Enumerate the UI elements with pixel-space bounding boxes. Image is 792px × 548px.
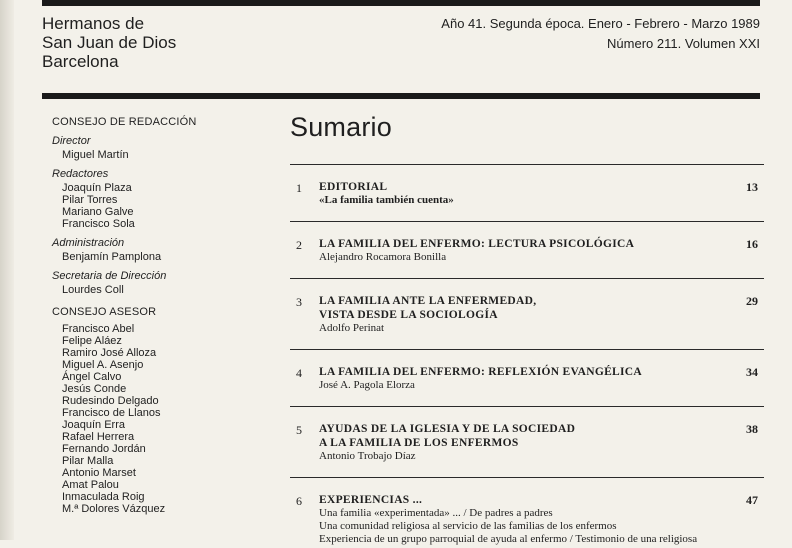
page-spine-shadow bbox=[0, 0, 14, 540]
entry-title-line: LA FAMILIA DEL ENFERMO: LECTURA PSICOLÓGICA bbox=[319, 238, 635, 250]
staff-name: Francisco Sola bbox=[62, 218, 135, 230]
entry-title bbox=[319, 279, 764, 322]
staff-name: Joaquín Erra bbox=[62, 419, 125, 431]
staff-name: Jesús Conde bbox=[62, 383, 127, 395]
entry-page: 47 bbox=[746, 493, 758, 507]
entry-title-line: AYUDAS DE LA IGLESIA Y DE LA SOCIEDAD bbox=[319, 423, 576, 435]
entry-title bbox=[319, 165, 764, 194]
entry-number: 2 bbox=[296, 238, 302, 252]
director-list bbox=[52, 149, 272, 161]
staff-column bbox=[52, 116, 272, 515]
publisher-line: San Juan de Dios bbox=[42, 33, 177, 52]
entry-title bbox=[319, 407, 764, 450]
entry-title bbox=[319, 478, 764, 507]
entry-title bbox=[319, 350, 764, 379]
toc-entry[interactable] bbox=[290, 164, 764, 221]
staff-name: Benjamín Pamplona bbox=[62, 251, 162, 263]
entry-author bbox=[319, 251, 764, 264]
staff-name: Lourdes Coll bbox=[62, 284, 124, 296]
staff-name: Francisco Abel bbox=[62, 323, 135, 335]
redactores-list bbox=[52, 182, 272, 230]
entry-author bbox=[319, 507, 764, 546]
entry-author-line: Una familia «experimentada» ... / De padres a padres bbox=[319, 507, 553, 519]
administracion-list bbox=[52, 251, 272, 263]
entry-number: 1 bbox=[296, 181, 302, 195]
redactores-label: Redactores bbox=[52, 168, 109, 180]
staff-name: Miguel Martín bbox=[62, 149, 129, 161]
entry-title-line: VISTA DESDE LA SOCIOLOGÍA bbox=[319, 309, 498, 321]
entry-page: 34 bbox=[746, 365, 758, 379]
secretaria-label: Secretaria de Dirección bbox=[52, 270, 167, 282]
staff-name: Amat Palou bbox=[62, 479, 119, 491]
issue-number: Número 211. Volumen XXI bbox=[607, 36, 760, 51]
entry-author-line: Antonio Trobajo Díaz bbox=[319, 450, 416, 462]
staff-name: Rudesindo Delgado bbox=[62, 395, 159, 407]
entry-title-line: LA FAMILIA ANTE LA ENFERMEDAD, bbox=[319, 295, 537, 307]
toc-entry[interactable] bbox=[290, 477, 764, 548]
entry-author-line: José A. Pagola Elorza bbox=[319, 379, 415, 391]
consejo-redaccion-heading: CONSEJO DE REDACCIÓN bbox=[52, 116, 197, 128]
entry-author bbox=[319, 450, 764, 463]
entry-title-line: EDITORIAL bbox=[319, 181, 388, 193]
staff-name: Ramiro José Alloza bbox=[62, 347, 157, 359]
toc-entry[interactable] bbox=[290, 406, 764, 477]
toc-entry[interactable] bbox=[290, 349, 764, 406]
staff-name: Fernando Jordán bbox=[62, 443, 146, 455]
entry-number: 3 bbox=[296, 295, 302, 309]
entry-page: 29 bbox=[746, 294, 758, 308]
staff-name: Mariano Galve bbox=[62, 206, 134, 218]
staff-name: Felipe Aláez bbox=[62, 335, 122, 347]
staff-name: Pilar Malla bbox=[62, 455, 114, 467]
entry-page: 13 bbox=[746, 180, 758, 194]
entry-title-line: EXPERIENCIAS ... bbox=[319, 494, 423, 506]
asesores-list bbox=[52, 323, 272, 515]
staff-name: M.ª Dolores Vázquez bbox=[62, 503, 166, 515]
issue-date: Año 41. Segunda época. Enero - Febrero - Marzo 1989 bbox=[441, 16, 760, 31]
entry-number: 5 bbox=[296, 423, 302, 437]
page-title: Sumario bbox=[290, 112, 392, 142]
staff-name: Pilar Torres bbox=[62, 194, 118, 206]
staff-name: Joaquín Plaza bbox=[62, 182, 132, 194]
staff-name: Ángel Calvo bbox=[62, 371, 122, 383]
masthead bbox=[42, 14, 760, 76]
entry-author-line: Adolfo Perinat bbox=[319, 322, 385, 334]
header-rule bbox=[42, 93, 760, 99]
entry-title bbox=[319, 222, 764, 251]
staff-name: Inmaculada Roig bbox=[62, 491, 145, 503]
issue-info bbox=[441, 14, 760, 54]
top-rule bbox=[42, 0, 760, 6]
toc-entry[interactable] bbox=[290, 278, 764, 349]
secretaria-list bbox=[52, 284, 272, 296]
administracion-label: Administración bbox=[52, 237, 125, 249]
entry-title-line: LA FAMILIA DEL ENFERMO: REFLEXIÓN EVANGÉLICA bbox=[319, 366, 642, 378]
publisher-block bbox=[42, 14, 176, 71]
entry-title-line: A LA FAMILIA DE LOS ENFERMOS bbox=[319, 437, 519, 449]
entry-page: 16 bbox=[746, 237, 758, 251]
toc-entry[interactable] bbox=[290, 221, 764, 278]
staff-name: Francisco de Llanos bbox=[62, 407, 161, 419]
entry-author-line: Una comunidad religiosa al servicio de las familias de los enfermos bbox=[319, 520, 617, 532]
director-label: Director bbox=[52, 135, 91, 147]
consejo-asesor-heading: CONSEJO ASESOR bbox=[52, 306, 157, 318]
entry-number: 6 bbox=[296, 494, 302, 508]
publisher-line: Hermanos de bbox=[42, 14, 145, 33]
entry-subtitle-line: «La familia también cuenta» bbox=[319, 194, 454, 206]
entry-page: 38 bbox=[746, 422, 758, 436]
staff-name: Miguel A. Asenjo bbox=[62, 359, 144, 371]
entry-author bbox=[319, 379, 764, 392]
entry-author-line: Alejandro Rocamora Bonilla bbox=[319, 251, 447, 263]
entry-author bbox=[319, 322, 764, 335]
publisher-line: Barcelona bbox=[42, 52, 119, 71]
staff-name: Rafael Herrera bbox=[62, 431, 135, 443]
table-of-contents bbox=[290, 164, 764, 548]
staff-name: Antonio Marset bbox=[62, 467, 136, 479]
entry-author-line: Experiencia de un grupo parroquial de ayuda al enfermo / Testimonio de una religiosa bbox=[319, 533, 698, 545]
entry-number: 4 bbox=[296, 366, 302, 380]
entry-subtitle bbox=[319, 194, 764, 207]
